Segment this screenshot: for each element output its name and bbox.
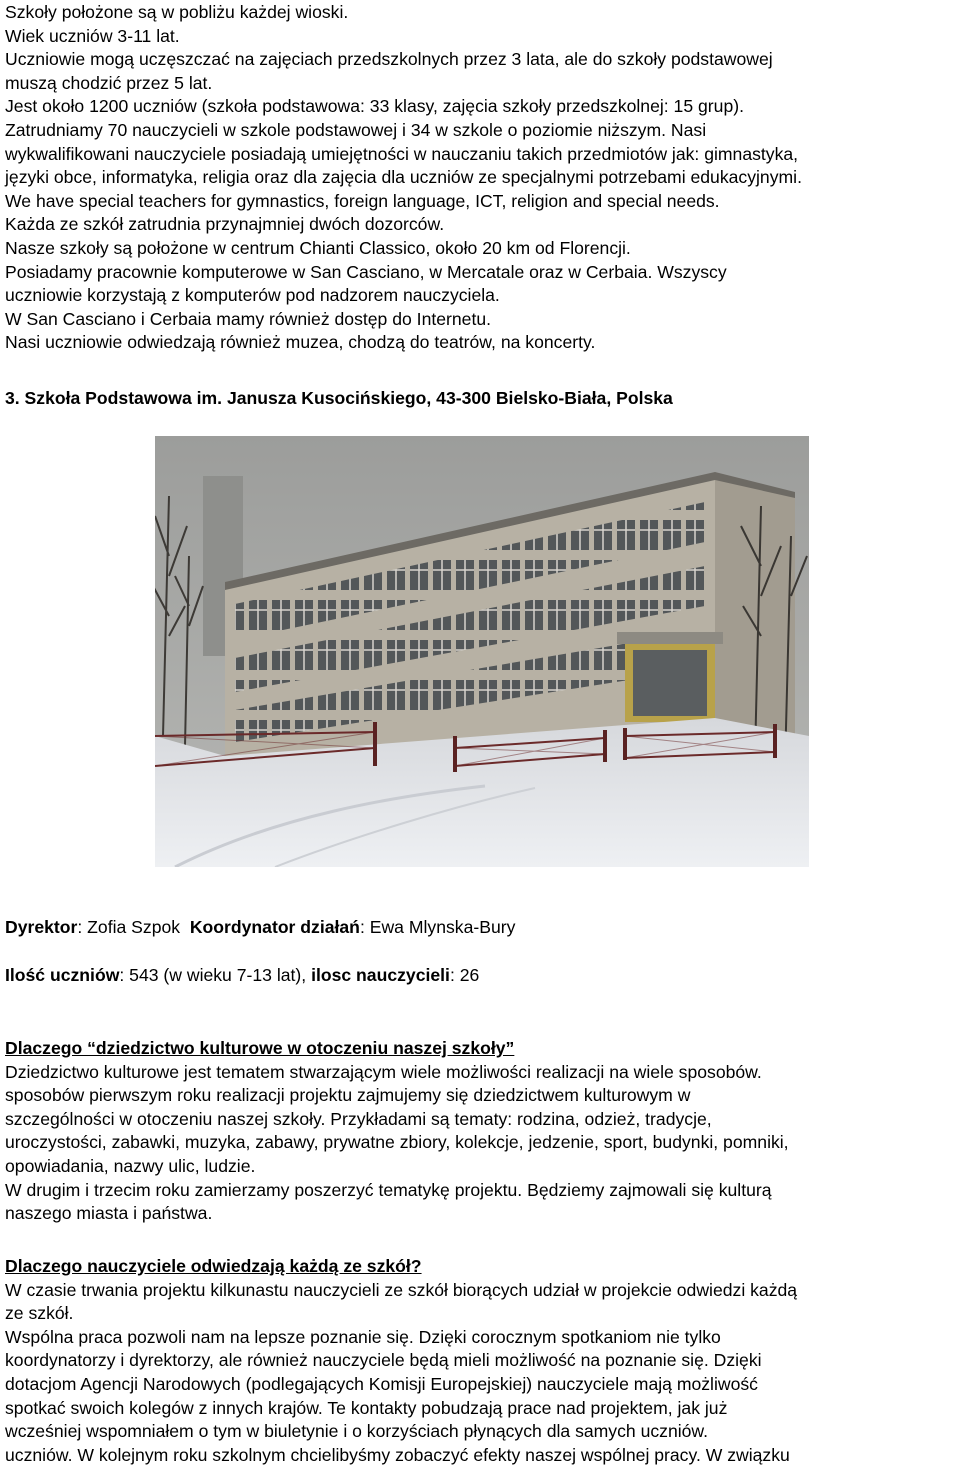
heritage-line: opowiadania, nazwy ulic, ludzie. (5, 1155, 256, 1176)
intro-line: muszą chodzić przez 5 lat. (5, 72, 213, 93)
heritage-section (5, 1037, 957, 1226)
director-label: Dyrektor (5, 917, 78, 937)
heritage-line: W drugim i trzecim roku zamierzamy poszerzyć tematykę projektu. Będziemy zajmowali się kulturą (5, 1179, 772, 1200)
visits-line: W czasie trwania projektu kilkunastu nauczycieli ze szkół biorących udział w projekcie odwiedzi każdą (5, 1279, 798, 1300)
director-value: Zofia Szpok (87, 917, 181, 937)
heritage-line: uroczystości, zabawki, muzyka, zabawy, prywatne zbiory, kolekcje, jedzenie, sport, budynki, pomniki, (5, 1132, 789, 1153)
heritage-heading: Dlaczego “dziedzictwo kulturowe w otoczeniu naszej szkoły” (5, 1038, 515, 1058)
heritage-line: sposobów pierwszym roku realizacji projektu zajmujemy się dziedzictwem kulturowym w (5, 1085, 691, 1106)
director-sep: : (77, 917, 88, 937)
students-label: Ilość uczniów (5, 965, 120, 985)
visits-line: koordynatorzy i dyrektorzy, ale również nauczyciele będą mieli możliwość na poznanie się. Dzięki (5, 1350, 762, 1371)
visits-line: Wspólna praca pozwoli nam na lepsze poznanie się. Dzięki corocznym spotkaniom nie tylko (5, 1326, 721, 1347)
coordinator-sep: : (359, 917, 370, 937)
visits-line: dotacjom Agencji Narodowych (podlegających Komisji Europejskiej) nauczyciele mają możliwość (5, 1373, 758, 1394)
intro-line: Zatrudniamy 70 nauczycieli w szkole podstawowej i 34 w szkole o poziomie niższym. Nasi (5, 119, 707, 140)
coordinator-label: Koordynator działań (189, 917, 360, 937)
visits-line: ze szkół. (5, 1303, 74, 1324)
intro-line: Nasze szkoły są położone w centrum Chianti Classico, około 20 km od Florencji. (5, 237, 631, 258)
visits-line: uczniów. W kolejnym roku szkolnym chcielibyśmy zobaczyć efekty naszej wspólnej pracy. W związku (5, 1444, 790, 1465)
intro-line: wykwalifikowani nauczyciele posiadają umiejętności w nauczaniu takich przedmiotów jak: gimnastyka, (5, 143, 799, 164)
intro-line: Szkoły położone są w pobliżu każdej wioski. (5, 2, 349, 22)
director-line (5, 916, 957, 940)
school-building-photo (155, 436, 809, 867)
visits-heading: Dlaczego nauczyciele odwiedzają każdą ze szkół? (5, 1256, 422, 1276)
teachers-label: ilosc nauczycieli (311, 965, 450, 985)
intro-line: Nasi uczniowie odwiedzają również muzea, chodzą do teatrów, na koncerty. (5, 332, 596, 353)
heritage-line: naszego miasta i państwa. (5, 1203, 213, 1224)
intro-line: Uczniowie mogą uczęszczać na zajęciach przedszkolnych przez 3 lata, ale do szkoły podstawowej (5, 49, 773, 70)
intro-section (5, 1, 957, 355)
school-heading-block (5, 387, 957, 411)
stats-line (5, 964, 957, 988)
intro-line: języki obce, informatyka, religia oraz dla zajęcia dla uczniów ze specjalnymi potrzebami edukacyjnymi. (5, 167, 802, 188)
visits-line: wcześniej wspomniałem o tym w biuletynie i o korzyściach płynących dla samych uczniów. (5, 1421, 709, 1442)
coordinator-value: Ewa Mlynska-Bury (369, 917, 516, 937)
intro-line: Wiek uczniów 3-11 lat. (5, 25, 180, 46)
intro-line: Jest około 1200 uczniów (szkoła podstawowa: 33 klasy, zajęcia szkoły przedszkolnej: 15 grup). (5, 96, 744, 117)
heritage-line: Dziedzictwo kulturowe jest tematem stwarzającym wiele możliwości realizacji na wiele sposobów. (5, 1061, 762, 1082)
intro-line: Posiadamy pracownie komputerowe w San Casciano, w Mercatale oraz w Cerbaia. Wszyscy (5, 261, 727, 282)
intro-line: We have special teachers for gymnastics, foreign language, ICT, religion and special needs. (5, 190, 720, 211)
intro-line: Każda ze szkół zatrudnia przynajmniej dwóch dozorców. (5, 214, 445, 235)
teachers-value: : 26 (449, 965, 480, 985)
intro-line: uczniowie korzystają z komputerów pod nadzorem nauczyciela. (5, 285, 500, 306)
heritage-line: szczególności w otoczeniu naszej szkoły. Przykładami są tematy: rodzina, odzież, tradycje, (5, 1108, 712, 1129)
visits-line: spotkać swoich kolegów z innych krajów. Te kontakty pobudzają prace nad projektem, jak już (5, 1397, 728, 1418)
intro-line: W San Casciano i Cerbaia mamy również dostęp do Internetu. (5, 308, 492, 329)
school-heading: 3. Szkoła Podstawowa im. Janusza Kusocińskiego, 43-300 Bielsko-Biała, Polska (5, 388, 673, 408)
students-value: : 543 (w wieku 7-13 lat), (119, 965, 312, 985)
visits-section (5, 1255, 957, 1467)
